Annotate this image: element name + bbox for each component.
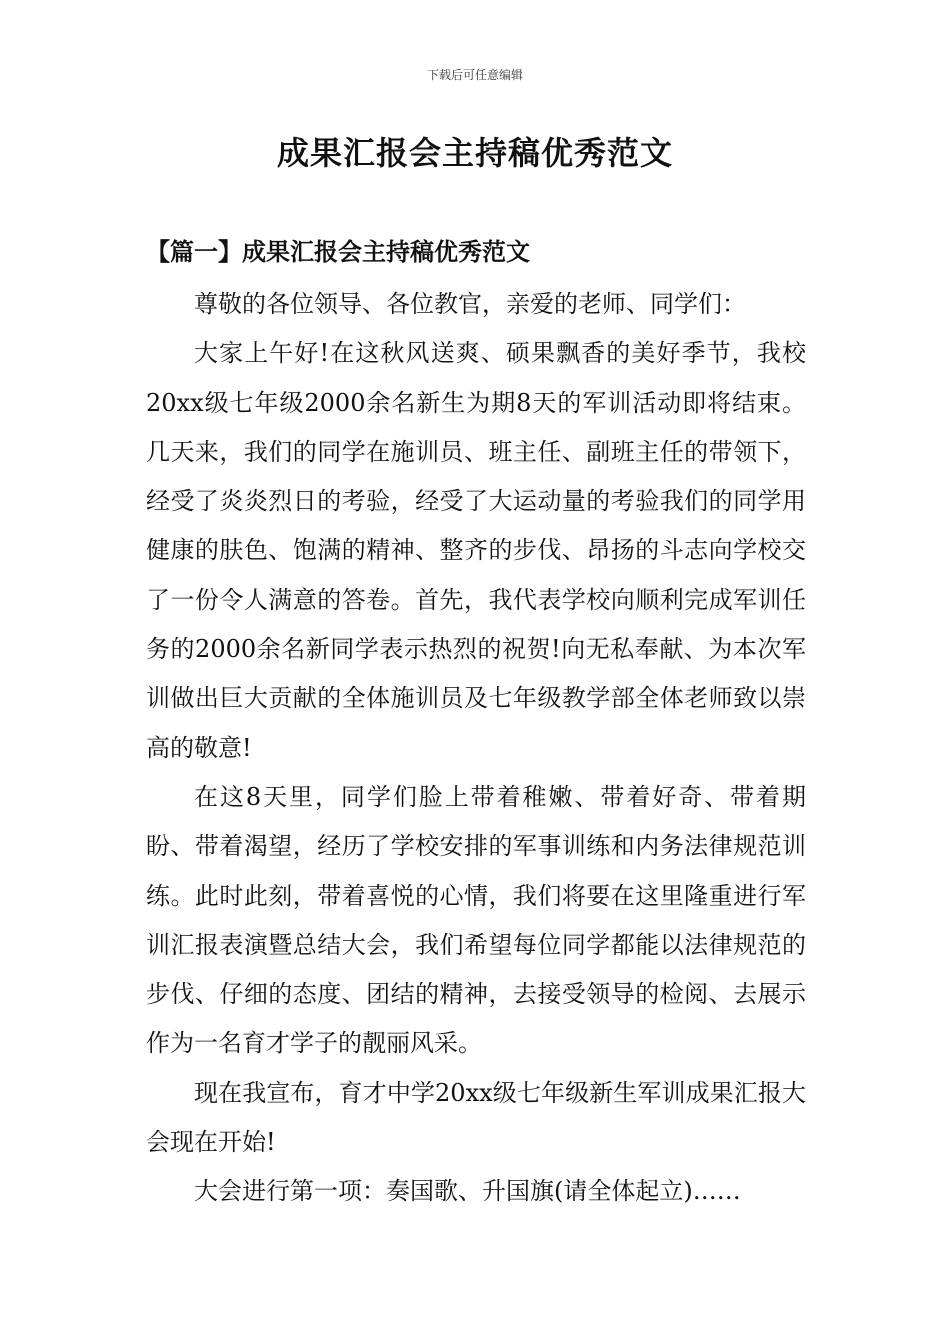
paragraph-opening: 大家上午好!在这秋风送爽、硕果飘香的美好季节，我校20xx级七年级2000余名新生为期8天的军训活动即将结束。几天来，我们的同学在施训员、班主任、副班主任的带领下，经受了炎炎烈日的考验，经受了大运动量的考验我们的同学用健康的肤色、饱满的精神、整齐的步伐、昂扬的斗志向学校交了一份令人满意的答卷。首先，我代表学校向顺利完成军训任务的2000余名新同学表示热烈的祝贺!向无私奉献、为本次军训做出巨大贡献的全体施训员及七年级教学部全体老师致以崇高的敬意! <box>146 339 806 762</box>
document-body <box>146 280 806 1217</box>
paragraph-agenda-item: 大会进行第一项：奏国歌、升国旗(请全体起立)…… <box>194 1177 741 1206</box>
document-title: 成果汇报会主持稿优秀范文 <box>276 134 673 172</box>
paragraph-announcement: 现在我宣布，育才中学20xx级七年级新生军训成果汇报大会现在开始! <box>146 1078 806 1157</box>
paragraph-salutation: 尊敬的各位领导、各位教官，亲爱的老师、同学们： <box>194 290 746 318</box>
header-note: 下载后可任意编辑 <box>426 68 523 82</box>
section-heading: 【篇一】成果汇报会主持稿优秀范文 <box>146 237 530 266</box>
paragraph-training-review: 在这8天里，同学们脸上带着稚嫩、带着好奇、带着期盼、带着渴望，经历了学校安排的军事训练和内务法律规范训练。此时此刻，带着喜悦的心情，我们将要在这里隆重进行军训汇报表演暨总结大会，我们希望每位同学都能以法律规范的步伐、仔细的态度、团结的精神，去接受领导的检阅、去展示作为一名育才学子的靓丽风采。 <box>146 782 806 1058</box>
